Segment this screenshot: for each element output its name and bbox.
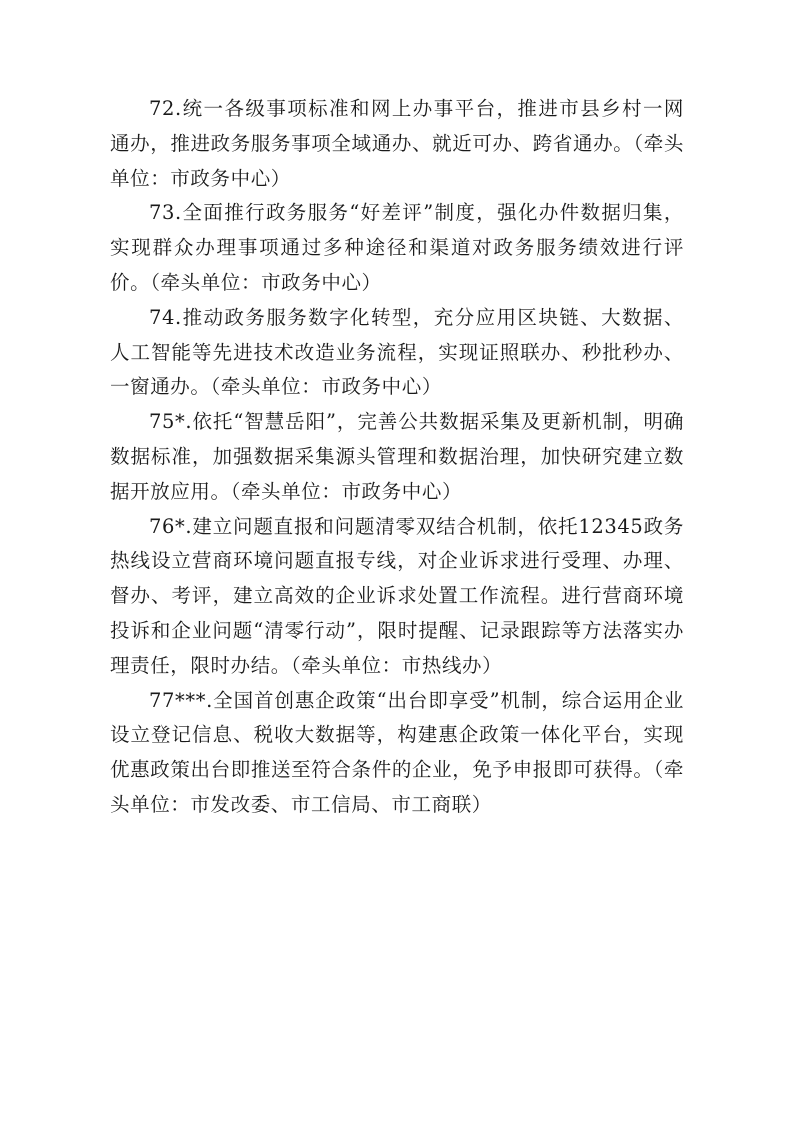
paragraph-74: 74.推动政务服务数字化转型，充分应用区块链、大数据、人工智能等先进技术改造业务流程，实现证照联办、秒批秒办、一窗通办。（牵头单位：市政务中心）	[110, 305, 684, 399]
paragraph-76: 76*.建立问题直报和问题清零双结合机制，依托12345政务热线设立营商环境问题直报专线，对企业诉求进行受理、办理、督办、考评，建立高效的企业诉求处置工作流程。进行营商环境投诉和企业问题“清零行动”，限时提醒、记录跟踪等方法落实办理责任，限时办结。（牵头单位：市热线办）	[110, 514, 684, 677]
paragraph-72: 72.统一各级事项标准和网上办事平台，推进市县乡村一网通办，推进政务服务事项全域通办、就近可办、跨省通办。（牵头单位：市政务中心）	[110, 97, 684, 190]
paragraph-75: 75*.依托“智慧岳阳”，完善公共数据采集及更新机制，明确数据标准，加强数据采集源头管理和数据治理，加快研究建立数据开放应用。（牵头单位：市政务中心）	[110, 410, 684, 503]
document-page	[110, 92, 684, 823]
paragraph-77: 77***.全国首创惠企政策“出台即享受”机制，综合运用企业设立登记信息、税收大数据等，构建惠企政策一体化平台，实现优惠政策出台即推送至符合条件的企业，免予申报即可获得。（牵头单位：市发改委、市工信局、市工商联）	[110, 688, 684, 816]
paragraph-73: 73.全面推行政务服务“好差评”制度，强化办件数据归集，实现群众办理事项通过多种途径和渠道对政务服务绩效进行评价。（牵头单位：市政务中心）	[110, 201, 684, 294]
